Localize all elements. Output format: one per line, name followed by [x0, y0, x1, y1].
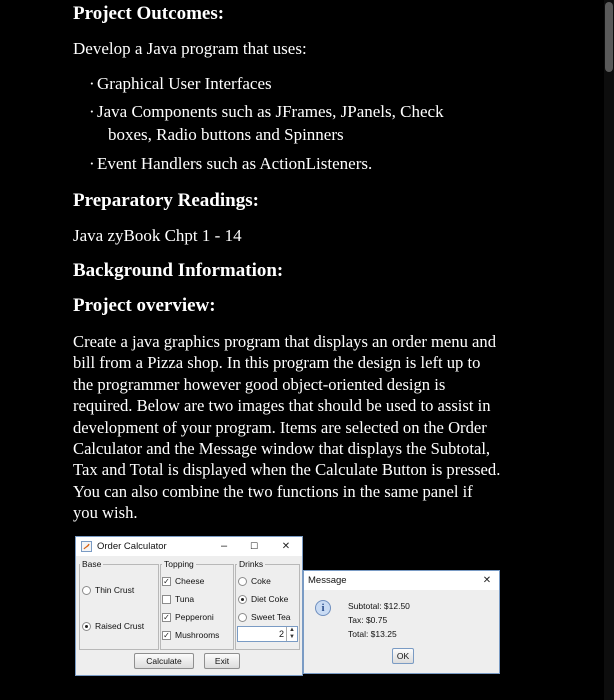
checkbox-icon[interactable] [162, 595, 171, 604]
message-window [303, 570, 500, 674]
tax-text: Tax: $0.75 [348, 615, 388, 625]
project-outcomes-heading: Project Outcomes: [73, 3, 225, 24]
close-button[interactable]: ✕ [281, 541, 291, 552]
page-scrollbar[interactable] [604, 0, 614, 700]
list-item [89, 152, 372, 175]
info-icon: i [315, 600, 331, 616]
topping-tuna[interactable]: Tuna [162, 594, 194, 604]
base-group-label: Base [82, 559, 102, 569]
topping-cheese[interactable]: ✓ Cheese [163, 576, 205, 586]
total-text: Total: $13.25 [348, 629, 397, 639]
base-group [79, 564, 159, 650]
list-item [89, 100, 444, 123]
spinner-value: 2 [278, 629, 284, 639]
maximize-button[interactable]: ☐ [249, 541, 259, 551]
radio-selected-icon[interactable] [82, 622, 91, 631]
list-item-continuation: boxes, Radio buttons and Spinners [108, 125, 344, 144]
base-option-raised-crust[interactable]: Raised Crust [82, 621, 144, 631]
drinks-sweet-tea[interactable]: Sweet Tea [238, 612, 291, 622]
minimize-button[interactable]: – [220, 540, 228, 552]
order-titlebar [76, 537, 302, 556]
list-item-text: Event Handlers such as ActionListeners. [97, 154, 373, 173]
spinner-arrows-icon[interactable]: ▲ ▼ [286, 627, 297, 641]
base-option-thin-crust[interactable]: Thin Crust [82, 585, 134, 595]
radio-selected-icon[interactable] [238, 595, 247, 604]
checkbox-checked-icon[interactable]: ✓ [163, 576, 170, 586]
bullet-icon: · [89, 154, 95, 173]
preparatory-text: Java zyBook Chpt 1 - 14 [73, 226, 242, 245]
list-item-text: Graphical User Interfaces [97, 74, 272, 93]
order-calculator-window [75, 536, 303, 676]
checkbox-checked-icon[interactable]: ✓ [163, 612, 170, 622]
drink-quantity-spinner[interactable] [237, 626, 298, 642]
radio-icon[interactable] [82, 586, 91, 595]
bullet-icon: · [89, 74, 95, 93]
message-window-title: Message [308, 575, 347, 586]
exit-button[interactable]: Exit [204, 653, 240, 669]
background-heading: Background Information: [73, 260, 284, 281]
checkbox-checked-icon[interactable]: ✓ [163, 630, 170, 640]
radio-icon[interactable] [238, 613, 247, 622]
drinks-coke[interactable]: Coke [238, 576, 271, 586]
overview-paragraph: Create a java graphics program that displays an order menu and bill from a Pizza shop. In this program the design is left up to the programmer however good object-oriented design is required. Below are two images that should be used to assist in development of your program. Items are selected on the Order Calculator and the Message window that displays the Subtotal, Tax and Total is displayed when the Calculate Button is pressed. You can also combine the two functions in the same panel if you wish. [73, 332, 501, 523]
ok-button[interactable]: OK [392, 648, 414, 664]
close-button[interactable]: ✕ [482, 575, 492, 586]
overview-heading: Project overview: [73, 295, 216, 316]
calculate-button[interactable]: Calculate [134, 653, 194, 669]
radio-icon[interactable] [238, 577, 247, 586]
java-app-icon [81, 541, 92, 552]
order-window-title: Order Calculator [97, 541, 167, 552]
scrollbar-thumb[interactable] [605, 2, 613, 72]
subtotal-text: Subtotal: $12.50 [348, 601, 410, 611]
drinks-group-label: Drinks [239, 559, 264, 569]
message-titlebar [304, 571, 499, 590]
list-item [89, 72, 272, 95]
list-item-text: Java Components such as JFrames, JPanels, Check [97, 102, 444, 121]
preparatory-heading: Preparatory Readings: [73, 190, 259, 211]
topping-mushrooms[interactable]: ✓ Mushrooms [163, 630, 220, 640]
bullet-icon: · [89, 102, 95, 121]
drinks-diet-coke[interactable]: Diet Coke [238, 594, 288, 604]
topping-group-label: Topping [164, 559, 194, 569]
outcomes-intro: Develop a Java program that uses: [73, 39, 307, 58]
topping-pepperoni[interactable]: ✓ Pepperoni [163, 612, 214, 622]
